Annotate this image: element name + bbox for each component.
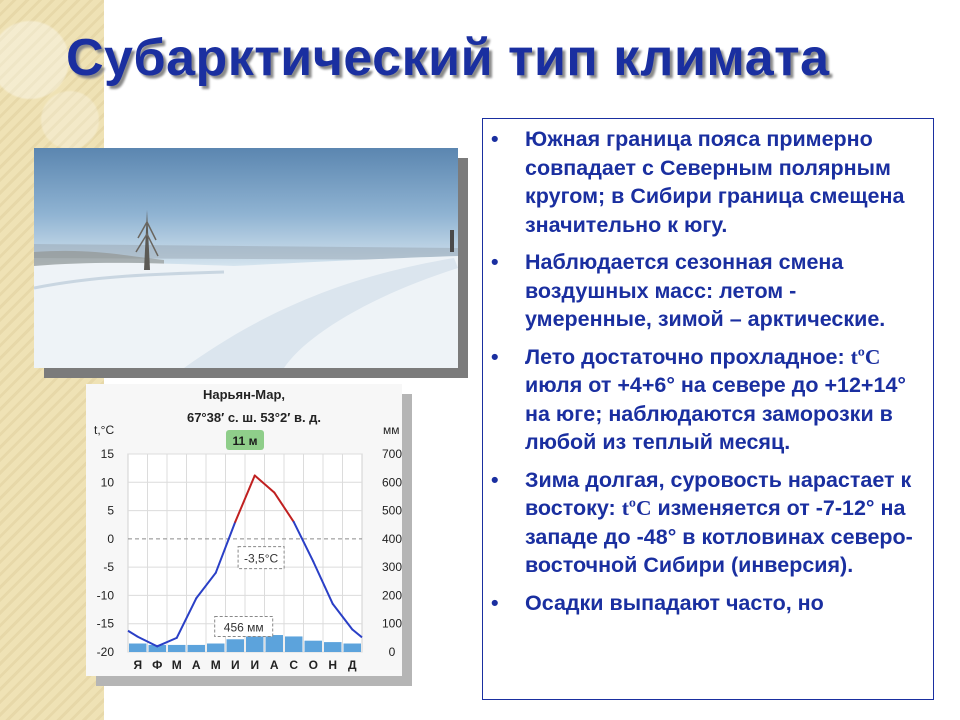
- precipitation-bar: [188, 645, 206, 652]
- bullet-item: [491, 589, 927, 618]
- right-tick-label: 0: [388, 645, 396, 659]
- temperature-symbol: tºC: [621, 496, 652, 520]
- month-label: С: [289, 658, 299, 672]
- mean-temp-label: -3,5°C: [244, 551, 279, 566]
- climate-chart: [86, 384, 402, 676]
- precipitation-bar: [266, 635, 284, 652]
- month-label: М: [210, 658, 221, 672]
- left-tick-label: 5: [107, 503, 114, 518]
- month-label: Я: [133, 658, 143, 672]
- left-tick-label: -5: [103, 560, 114, 575]
- right-tick-label: 500: [381, 503, 402, 518]
- elevation-label: 11 м: [232, 434, 258, 448]
- bullet-symbol: •: [491, 127, 499, 151]
- month-label: Ф: [152, 658, 163, 672]
- left-tick-label: -20: [96, 645, 114, 659]
- bullet-item: [491, 343, 927, 457]
- bullet-text: Наблюдается сезонная смена воздушных масс: летом - умеренные, зимой – арктические.: [525, 250, 886, 331]
- climate-chart-svg: [86, 384, 402, 676]
- right-tick-label: 400: [381, 531, 402, 546]
- bullet-symbol: •: [491, 344, 499, 369]
- bullet-item: [491, 466, 927, 580]
- right-axis-label: мм: [383, 423, 400, 437]
- precipitation-bar: [227, 639, 245, 652]
- left-tick-label: -15: [96, 616, 114, 631]
- bullet-text: Осадки выпадают часто, но: [525, 590, 824, 615]
- bullet-text: Южная граница пояса примерно совпадает с Северным полярным кругом; в Сибири граница смещена значительно к югу.: [525, 127, 905, 237]
- month-label: А: [269, 658, 279, 672]
- month-label: Н: [328, 658, 338, 672]
- precipitation-bar: [129, 644, 147, 652]
- bullet-text: Лето достаточно прохладное:: [525, 344, 851, 369]
- chart-coordinates: 67°38′ с. ш. 53°2′ в. д.: [186, 410, 322, 425]
- precipitation-bar: [285, 636, 303, 652]
- temperature-symbol: tºC: [850, 344, 881, 369]
- precipitation-bar: [324, 642, 342, 652]
- bullet-symbol: •: [491, 250, 499, 274]
- snowy-tundra-road-photo: [34, 148, 458, 368]
- precipitation-bar: [305, 641, 323, 652]
- left-axis-label: t,°C: [94, 423, 115, 437]
- month-label: И: [250, 658, 260, 672]
- month-label: Д: [347, 658, 357, 672]
- precipitation-bar: [168, 645, 186, 652]
- bullet-list: [483, 119, 933, 617]
- bullet-symbol: •: [491, 590, 499, 615]
- precipitation-bar: [246, 636, 264, 652]
- month-label: О: [308, 658, 318, 672]
- right-tick-label: 700: [381, 447, 402, 461]
- bullet-item: [491, 125, 927, 239]
- slide-title: Субарктический тип климата: [66, 29, 830, 87]
- photo-illustration: [34, 148, 458, 368]
- bullet-text: июля от +4+6° на севере до +12+14° на юге; наблюдаются заморозки в любой из теплый месяц.: [525, 373, 906, 454]
- left-tick-label: -10: [96, 588, 114, 603]
- bullet-text: Зима долгая, суровость нарастает к востоку:: [525, 467, 912, 520]
- left-tick-label: 0: [107, 531, 114, 546]
- right-tick-label: 200: [381, 588, 402, 603]
- climate-description: [482, 118, 934, 700]
- precipitation-bar: [207, 644, 225, 652]
- month-label: А: [191, 658, 201, 672]
- right-tick-label: 300: [381, 560, 402, 575]
- precipitation-bar: [344, 644, 362, 652]
- bullet-symbol: •: [491, 467, 499, 492]
- month-label: М: [171, 658, 182, 672]
- month-label: И: [230, 658, 240, 672]
- chart-title: Нарьян-Мар,: [202, 387, 286, 402]
- left-tick-label: 15: [100, 447, 114, 461]
- right-tick-label: 600: [381, 475, 402, 490]
- bullet-item: [491, 248, 927, 334]
- bullet-text: изменяется от -7-12° на западе до -48° в котловинах северо-восточной Сибири (инверсия).: [525, 496, 913, 577]
- left-tick-label: 10: [100, 475, 114, 490]
- right-tick-label: 100: [381, 616, 402, 631]
- precip-total-label: 456 мм: [223, 620, 264, 635]
